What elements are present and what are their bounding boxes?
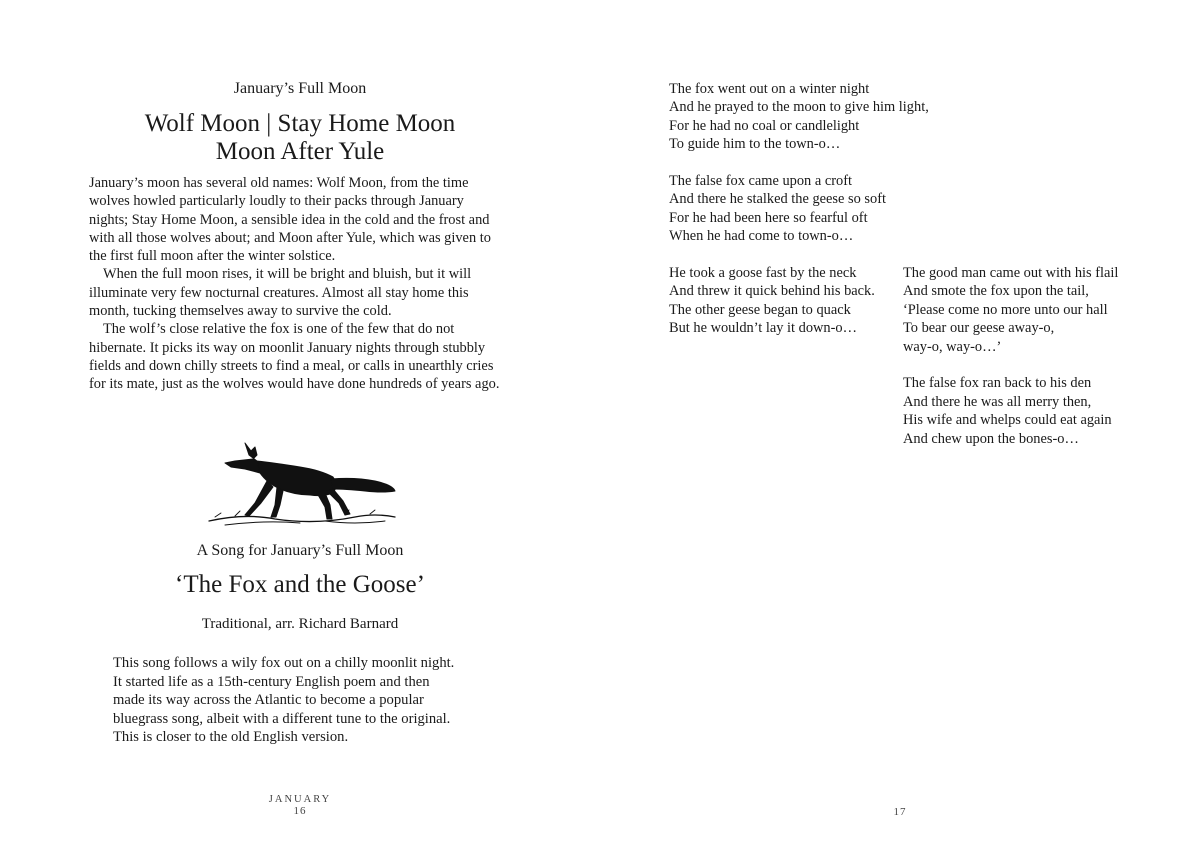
fox-illustration [205, 437, 400, 529]
verse-line: For he had been here so fearful oft [669, 209, 868, 226]
page-number-left: 16 [293, 805, 307, 817]
paragraph-1: January’s moon has several old names: Wolf Moon, from the time wolves howled particularly loudly to their packs through January nights; Stay Home Moon, a sensible idea in the cold and the frost and with all those wolves about; and Moon after Yule, which was given to the first full moon after the winter solstice. [89, 175, 491, 265]
page-number-right: 17 [893, 806, 907, 818]
folio-label: JANUARY [268, 794, 332, 805]
verse-line: And smote the fox upon the tail, [903, 283, 1089, 300]
verse-line: And chew upon the bones-o… [903, 430, 1079, 447]
song-title: ‘The Fox and the Goose’ [175, 571, 425, 598]
verse-line: way-o, way-o…’ [903, 338, 1002, 355]
verse-line: And there he was all merry then, [903, 393, 1092, 410]
page-title-line-1: Wolf Moon | Stay Home Moon [144, 110, 456, 137]
verse-line: The other geese began to quack [669, 301, 851, 318]
right-folio [850, 806, 950, 818]
song-heading: A Song for January’s Full Moon [196, 542, 404, 559]
paragraph-2: When the full moon rises, it will be bright and bluish, but it will illuminate very few nocturnal creatures. Almost all stay home this month, tucking themselves away to survive the cold. [89, 266, 472, 320]
verse-line: But he wouldn’t lay it down-o… [669, 320, 857, 337]
verse-line: His wife and whelps could eat again [903, 412, 1112, 429]
verses-column-2 [903, 264, 1118, 448]
verse-line: The false fox came upon a croft [669, 173, 852, 190]
page-title-line-2: Moon After Yule [215, 138, 385, 165]
paragraph-3: The wolf’s close relative the fox is one of the few that do not hibernate. It picks its way on moonlit January nights through stubbly fields and down chilly streets to find a meal, or calls in unearthly cries for its mate, just as the wolves would have done hundreds of years ago. [89, 321, 500, 393]
verse-line: The good man came out with his flail [903, 265, 1119, 281]
song-credit: Traditional, arr. Richard Barnard [201, 616, 399, 632]
verse-line: For he had no coal or candlelight [669, 117, 860, 134]
verse-line: ‘Please come no more unto our hall [903, 301, 1108, 318]
verse-line: When he had come to town-o… [669, 228, 854, 245]
verse-line: To guide him to the town-o… [669, 136, 841, 153]
right-page [600, 0, 1200, 847]
left-folio [250, 794, 350, 817]
verse-line: The fox went out on a winter night [669, 81, 870, 97]
verse-line: The false fox ran back to his den [903, 375, 1092, 392]
song-intro: This song follows a wily fox out on a chilly moonlit night. It started life as a 15th-century English poem and then made its way across the Atlantic to become a popular bluegrass song, albeit with a different tune to the original. This is closer to the old English version. [113, 655, 455, 745]
verse-line: And he prayed to the moon to give him light, [669, 99, 929, 116]
verses-column-1 [669, 80, 929, 338]
verse-line: He took a goose fast by the neck [669, 265, 857, 282]
verse-line: To bear our geese away-o, [903, 320, 1055, 337]
article-body [89, 174, 501, 394]
verse-line: And threw it quick behind his back. [669, 283, 875, 300]
verse-line: And there he stalked the geese so soft [669, 191, 886, 208]
section-subtitle: January’s Full Moon [233, 80, 367, 97]
